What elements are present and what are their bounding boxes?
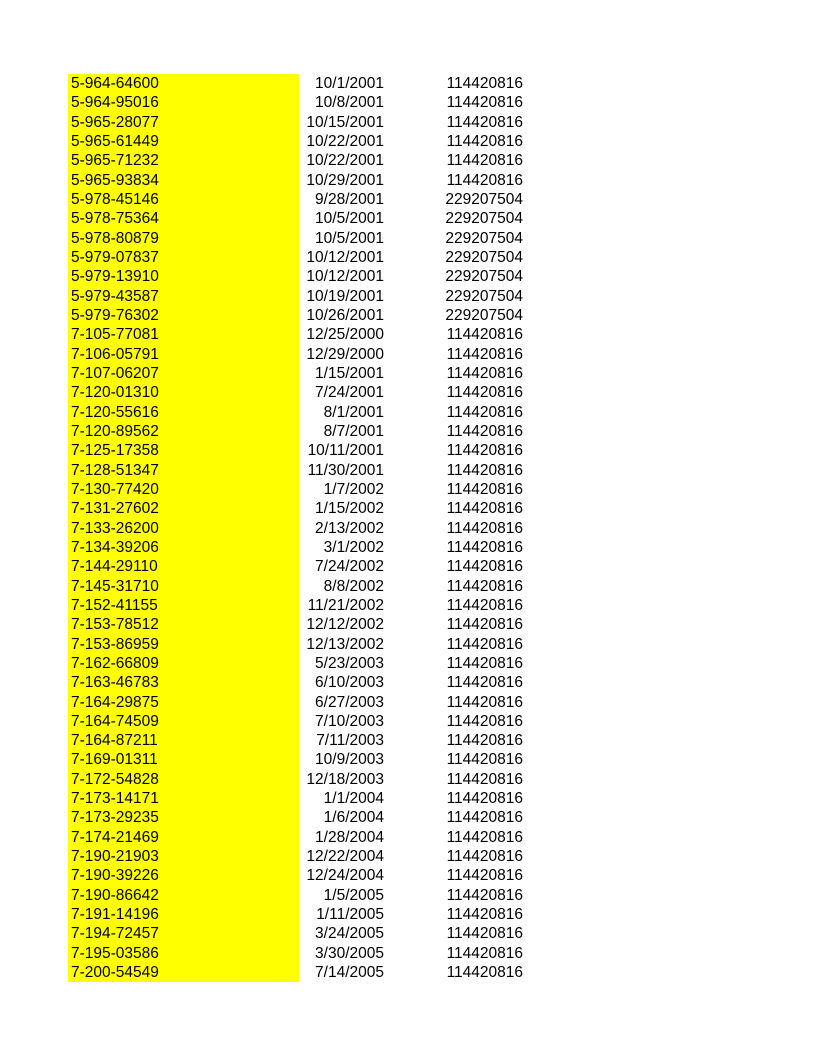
id-cell: 7-163-46783 [68, 673, 299, 692]
value-cell: 114420816 [446, 964, 523, 982]
date-cell: 6/27/2003 [315, 693, 384, 711]
date-cell: 7/10/2003 [315, 712, 384, 730]
value-cell: 114420816 [446, 867, 523, 885]
table-row [68, 847, 523, 866]
table-row [68, 287, 523, 306]
value-cell: 229207504 [445, 248, 523, 266]
table-row [68, 480, 523, 499]
value-cell: 114420816 [446, 75, 523, 92]
date-cell: 10/11/2001 [307, 442, 384, 460]
table-row [68, 577, 523, 596]
date-cell: 1/7/2002 [323, 480, 384, 498]
id-cell: 7-164-29875 [68, 693, 299, 712]
date-cell: 1/5/2005 [323, 886, 384, 904]
date-cell: 12/12/2002 [306, 616, 384, 634]
date-cell: 1/6/2004 [323, 809, 384, 827]
id-cell: 5-965-28077 [68, 113, 299, 132]
table-row [68, 712, 523, 731]
value-cell: 114420816 [446, 596, 523, 614]
table-row [68, 364, 523, 383]
value-cell: 229207504 [445, 210, 523, 228]
date-cell: 12/13/2002 [306, 635, 384, 653]
date-cell: 1/15/2002 [315, 500, 384, 518]
value-cell: 114420816 [446, 925, 523, 943]
value-cell: 114420816 [446, 384, 523, 402]
table-row [68, 93, 523, 112]
value-cell: 114420816 [446, 732, 523, 750]
date-cell: 10/12/2001 [306, 248, 384, 266]
date-cell: 12/22/2004 [306, 848, 384, 866]
table-row [68, 113, 523, 132]
id-cell: 7-200-54549 [68, 963, 299, 982]
date-cell: 10/1/2001 [315, 75, 384, 92]
date-cell: 11/21/2002 [307, 596, 384, 614]
value-cell: 114420816 [446, 886, 523, 904]
table-row [68, 944, 523, 963]
id-cell: 7-190-86642 [68, 886, 299, 905]
date-cell: 7/14/2005 [315, 964, 384, 982]
table-row [68, 441, 523, 460]
data-table [68, 74, 523, 982]
value-cell: 114420816 [446, 152, 523, 170]
value-cell: 114420816 [446, 345, 523, 363]
value-cell: 114420816 [446, 577, 523, 595]
date-cell: 1/1/2004 [323, 790, 384, 808]
value-cell: 114420816 [446, 809, 523, 827]
date-cell: 5/23/2003 [315, 654, 384, 672]
table-row [68, 635, 523, 654]
date-cell: 10/19/2001 [306, 287, 384, 305]
table-row [68, 924, 523, 943]
id-cell: 7-162-66809 [68, 654, 299, 673]
date-cell: 8/7/2001 [323, 422, 384, 440]
id-cell: 7-152-41155 [68, 596, 299, 615]
table-row [68, 461, 523, 480]
table-row [68, 306, 523, 325]
id-cell: 5-964-95016 [68, 93, 299, 112]
value-cell: 229207504 [445, 306, 523, 324]
table-row [68, 673, 523, 692]
table-row [68, 866, 523, 885]
date-cell: 10/9/2003 [315, 751, 384, 769]
id-cell: 7-145-31710 [68, 577, 299, 596]
table-row [68, 596, 523, 615]
date-cell: 10/29/2001 [306, 171, 384, 189]
id-cell: 5-979-13910 [68, 267, 299, 286]
id-cell: 7-120-89562 [68, 422, 299, 441]
value-cell: 114420816 [446, 558, 523, 576]
date-cell: 10/22/2001 [306, 152, 384, 170]
id-cell: 7-172-54828 [68, 770, 299, 789]
value-cell: 114420816 [446, 442, 523, 460]
id-cell: 5-965-93834 [68, 171, 299, 190]
table-row [68, 209, 523, 228]
date-cell: 12/18/2003 [306, 770, 384, 788]
value-cell: 114420816 [446, 326, 523, 344]
table-row [68, 750, 523, 769]
id-cell: 7-120-01310 [68, 383, 299, 402]
table-row [68, 693, 523, 712]
value-cell: 229207504 [445, 229, 523, 247]
value-cell: 114420816 [446, 364, 523, 382]
date-cell: 8/8/2002 [323, 577, 384, 595]
id-cell: 5-965-71232 [68, 151, 299, 170]
table-row [68, 74, 523, 93]
value-cell: 114420816 [446, 712, 523, 730]
value-cell: 114420816 [446, 132, 523, 150]
value-cell: 114420816 [446, 751, 523, 769]
value-cell: 114420816 [446, 403, 523, 421]
table-row [68, 731, 523, 750]
id-cell: 7-130-77420 [68, 480, 299, 499]
date-cell: 8/1/2001 [323, 403, 384, 421]
id-cell: 5-979-76302 [68, 306, 299, 325]
date-cell: 7/24/2002 [315, 558, 384, 576]
table-row [68, 267, 523, 286]
date-cell: 10/15/2001 [306, 113, 384, 131]
id-cell: 7-164-74509 [68, 712, 299, 731]
value-cell: 114420816 [446, 171, 523, 189]
value-cell: 229207504 [445, 287, 523, 305]
value-cell: 114420816 [446, 828, 523, 846]
table-row [68, 422, 523, 441]
date-cell: 7/11/2003 [316, 732, 384, 750]
table-row [68, 151, 523, 170]
id-cell: 7-190-39226 [68, 866, 299, 885]
date-cell: 1/11/2005 [316, 906, 384, 924]
id-cell: 5-979-43587 [68, 287, 299, 306]
table-row [68, 229, 523, 248]
value-cell: 114420816 [446, 693, 523, 711]
id-cell: 7-144-29110 [68, 557, 299, 576]
id-cell: 7-174-21469 [68, 828, 299, 847]
table-row [68, 886, 523, 905]
value-cell: 229207504 [445, 190, 523, 208]
value-cell: 114420816 [446, 790, 523, 808]
date-cell: 3/24/2005 [315, 925, 384, 943]
value-cell: 229207504 [445, 268, 523, 286]
date-cell: 10/5/2001 [315, 229, 384, 247]
date-cell: 2/13/2002 [315, 519, 384, 537]
value-cell: 114420816 [446, 616, 523, 634]
id-cell: 7-120-55616 [68, 403, 299, 422]
value-cell: 114420816 [446, 654, 523, 672]
date-cell: 11/30/2001 [307, 461, 384, 479]
table-row [68, 770, 523, 789]
id-cell: 5-965-61449 [68, 132, 299, 151]
date-cell: 1/15/2001 [315, 364, 384, 382]
table-row [68, 557, 523, 576]
value-cell: 114420816 [446, 94, 523, 112]
table-row [68, 905, 523, 924]
date-cell: 9/28/2001 [315, 190, 384, 208]
date-cell: 3/30/2005 [315, 944, 384, 962]
value-cell: 114420816 [446, 906, 523, 924]
date-cell: 12/29/2000 [306, 345, 384, 363]
table-row [68, 383, 523, 402]
table-row [68, 248, 523, 267]
id-cell: 7-153-78512 [68, 615, 299, 634]
id-cell: 7-173-29235 [68, 808, 299, 827]
id-cell: 7-195-03586 [68, 944, 299, 963]
value-cell: 114420816 [446, 113, 523, 131]
id-cell: 7-153-86959 [68, 635, 299, 654]
date-cell: 3/1/2002 [323, 538, 384, 556]
table-row [68, 789, 523, 808]
id-cell: 5-964-64600 [68, 74, 299, 93]
date-cell: 6/10/2003 [315, 674, 384, 692]
value-cell: 114420816 [446, 461, 523, 479]
id-cell: 7-173-14171 [68, 789, 299, 808]
table-row [68, 615, 523, 634]
table-row [68, 808, 523, 827]
id-cell: 7-105-77081 [68, 325, 299, 344]
date-cell: 10/5/2001 [315, 210, 384, 228]
table-row [68, 190, 523, 209]
table-row [68, 345, 523, 364]
table-row [68, 499, 523, 518]
date-cell: 7/24/2001 [315, 384, 384, 402]
date-cell: 10/22/2001 [306, 132, 384, 150]
value-cell: 114420816 [446, 674, 523, 692]
table-row [68, 963, 523, 982]
id-cell: 5-979-07837 [68, 248, 299, 267]
value-cell: 114420816 [446, 519, 523, 537]
value-cell: 114420816 [446, 480, 523, 498]
table-row [68, 828, 523, 847]
date-cell: 10/12/2001 [306, 268, 384, 286]
id-cell: 7-131-27602 [68, 499, 299, 518]
table-row [68, 325, 523, 344]
table-row [68, 132, 523, 151]
date-cell: 12/25/2000 [306, 326, 384, 344]
id-cell: 7-194-72457 [68, 924, 299, 943]
id-cell: 7-134-39206 [68, 538, 299, 557]
id-cell: 7-128-51347 [68, 461, 299, 480]
id-cell: 5-978-75364 [68, 209, 299, 228]
date-cell: 10/26/2001 [306, 306, 384, 324]
value-cell: 114420816 [446, 538, 523, 556]
id-cell: 7-107-06207 [68, 364, 299, 383]
id-cell: 7-106-05791 [68, 345, 299, 364]
date-cell: 1/28/2004 [315, 828, 384, 846]
date-cell: 12/24/2004 [306, 867, 384, 885]
id-cell: 7-125-17358 [68, 441, 299, 460]
value-cell: 114420816 [446, 944, 523, 962]
table-row [68, 171, 523, 190]
id-cell: 5-978-80879 [68, 229, 299, 248]
table-row [68, 538, 523, 557]
id-cell: 7-191-14196 [68, 905, 299, 924]
value-cell: 114420816 [446, 500, 523, 518]
id-cell: 7-133-26200 [68, 519, 299, 538]
value-cell: 114420816 [446, 848, 523, 866]
id-cell: 7-169-01311 [68, 750, 299, 769]
id-cell: 7-164-87211 [68, 731, 299, 750]
date-cell: 10/8/2001 [315, 94, 384, 112]
value-cell: 114420816 [446, 635, 523, 653]
id-cell: 7-190-21903 [68, 847, 299, 866]
table-row [68, 519, 523, 538]
value-cell: 114420816 [446, 422, 523, 440]
id-cell: 5-978-45146 [68, 190, 299, 209]
table-row [68, 654, 523, 673]
value-cell: 114420816 [446, 770, 523, 788]
table-row [68, 403, 523, 422]
